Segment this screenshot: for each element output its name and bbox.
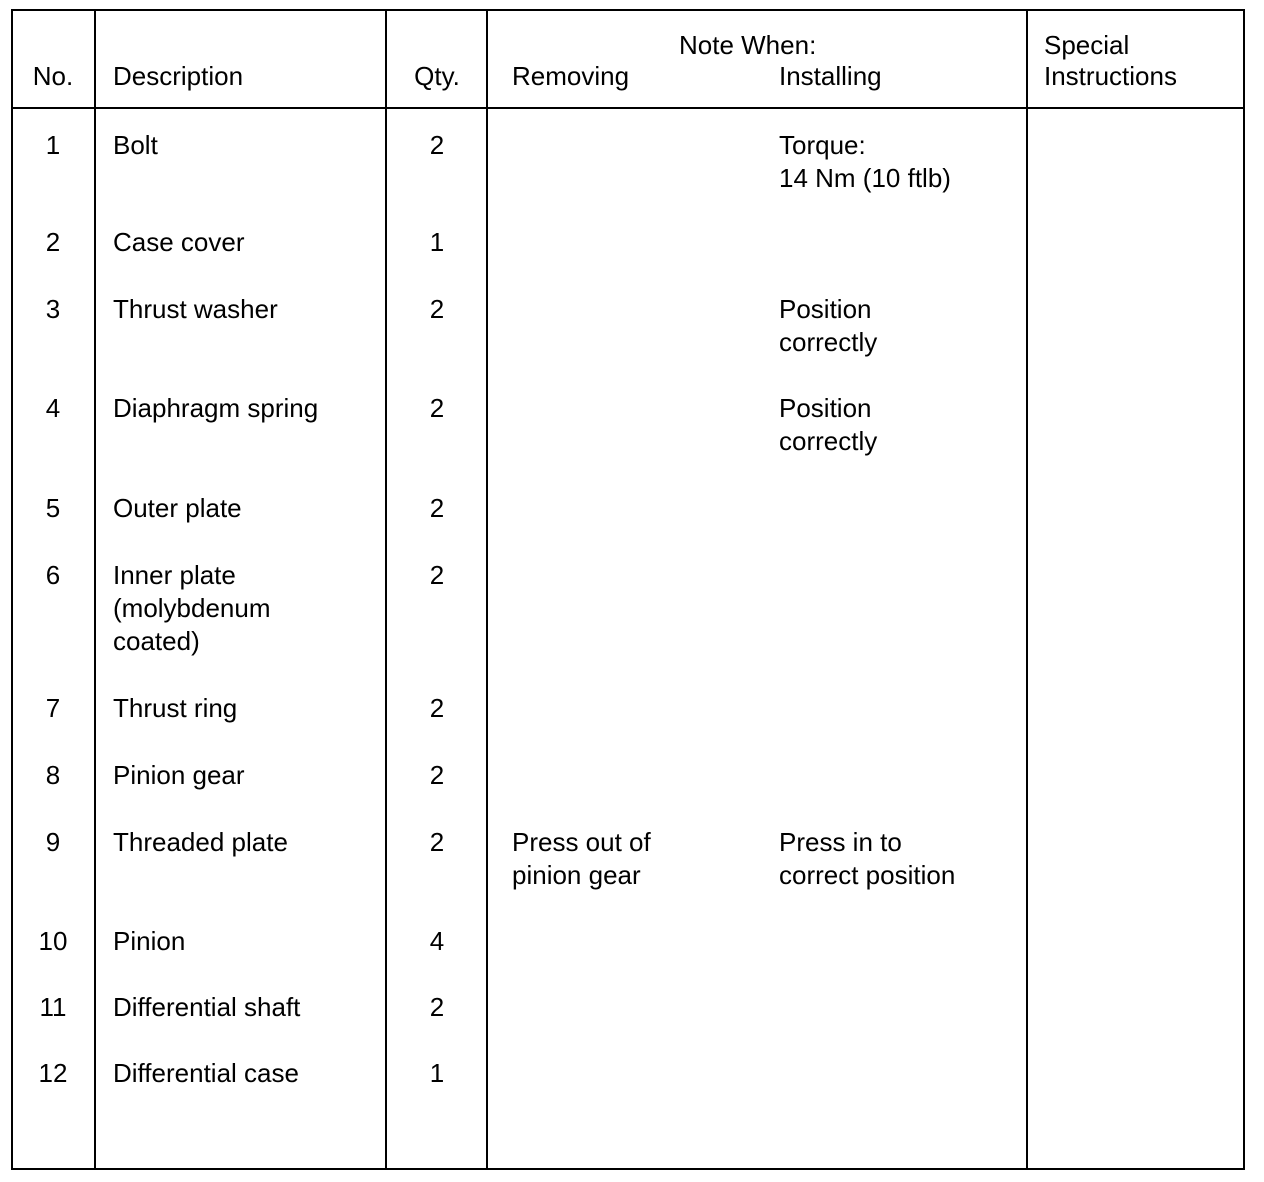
cell-description: Differential case (113, 1058, 299, 1088)
cell-qty: 1 (429, 1058, 445, 1088)
cell-no: 8 (45, 760, 61, 790)
cell-description: Threaded plate (113, 827, 288, 857)
header-special-instructions: Special Instructions (1044, 30, 1177, 91)
cell-description: Case cover (113, 227, 245, 257)
cell-qty: 2 (429, 560, 445, 590)
column-divider (1026, 11, 1028, 1168)
header-note-when: Note When: (679, 30, 817, 60)
cell-qty: 2 (429, 760, 445, 790)
cell-no: 9 (45, 827, 61, 857)
cell-no: 10 (38, 926, 68, 956)
cell-description: Diaphragm spring (113, 393, 319, 423)
cell-no: 4 (45, 393, 61, 423)
header-qty: Qty. (414, 61, 460, 91)
cell-description: Pinion (113, 926, 186, 956)
cell-no: 7 (45, 693, 61, 723)
cell-description: Outer plate (113, 493, 242, 523)
cell-description: Differential shaft (113, 992, 301, 1022)
header-removing: Removing (512, 61, 630, 91)
parts-table (11, 9, 1245, 1170)
header-divider (13, 107, 1243, 109)
cell-description: Inner plate (molybdenum coated) (113, 560, 271, 656)
cell-installing: Torque: 14 Nm (10 ftlb) (779, 130, 951, 193)
cell-qty: 2 (429, 130, 445, 160)
cell-description: Thrust ring (113, 693, 238, 723)
cell-no: 6 (45, 560, 61, 590)
cell-qty: 2 (429, 827, 445, 857)
header-description: Description (113, 61, 244, 91)
header-installing: Installing (779, 61, 882, 91)
cell-no: 1 (45, 130, 61, 160)
cell-qty: 2 (429, 294, 445, 324)
cell-qty: 4 (429, 926, 445, 956)
header-no: No. (32, 61, 74, 91)
cell-installing: Position correctly (779, 393, 878, 456)
cell-no: 3 (45, 294, 61, 324)
cell-installing: Press in to correct position (779, 827, 956, 890)
cell-no: 12 (38, 1058, 68, 1088)
cell-qty: 2 (429, 992, 445, 1022)
cell-installing: Position correctly (779, 294, 878, 357)
cell-removing: Press out of pinion gear (512, 827, 651, 890)
cell-description: Thrust washer (113, 294, 278, 324)
cell-description: Bolt (113, 130, 158, 160)
cell-no: 2 (45, 227, 61, 257)
cell-no: 5 (45, 493, 61, 523)
cell-qty: 2 (429, 493, 445, 523)
cell-qty: 2 (429, 693, 445, 723)
cell-qty: 1 (429, 227, 445, 257)
cell-description: Pinion gear (113, 760, 245, 790)
column-divider (94, 11, 96, 1168)
cell-qty: 2 (429, 393, 445, 423)
cell-no: 11 (39, 992, 67, 1022)
